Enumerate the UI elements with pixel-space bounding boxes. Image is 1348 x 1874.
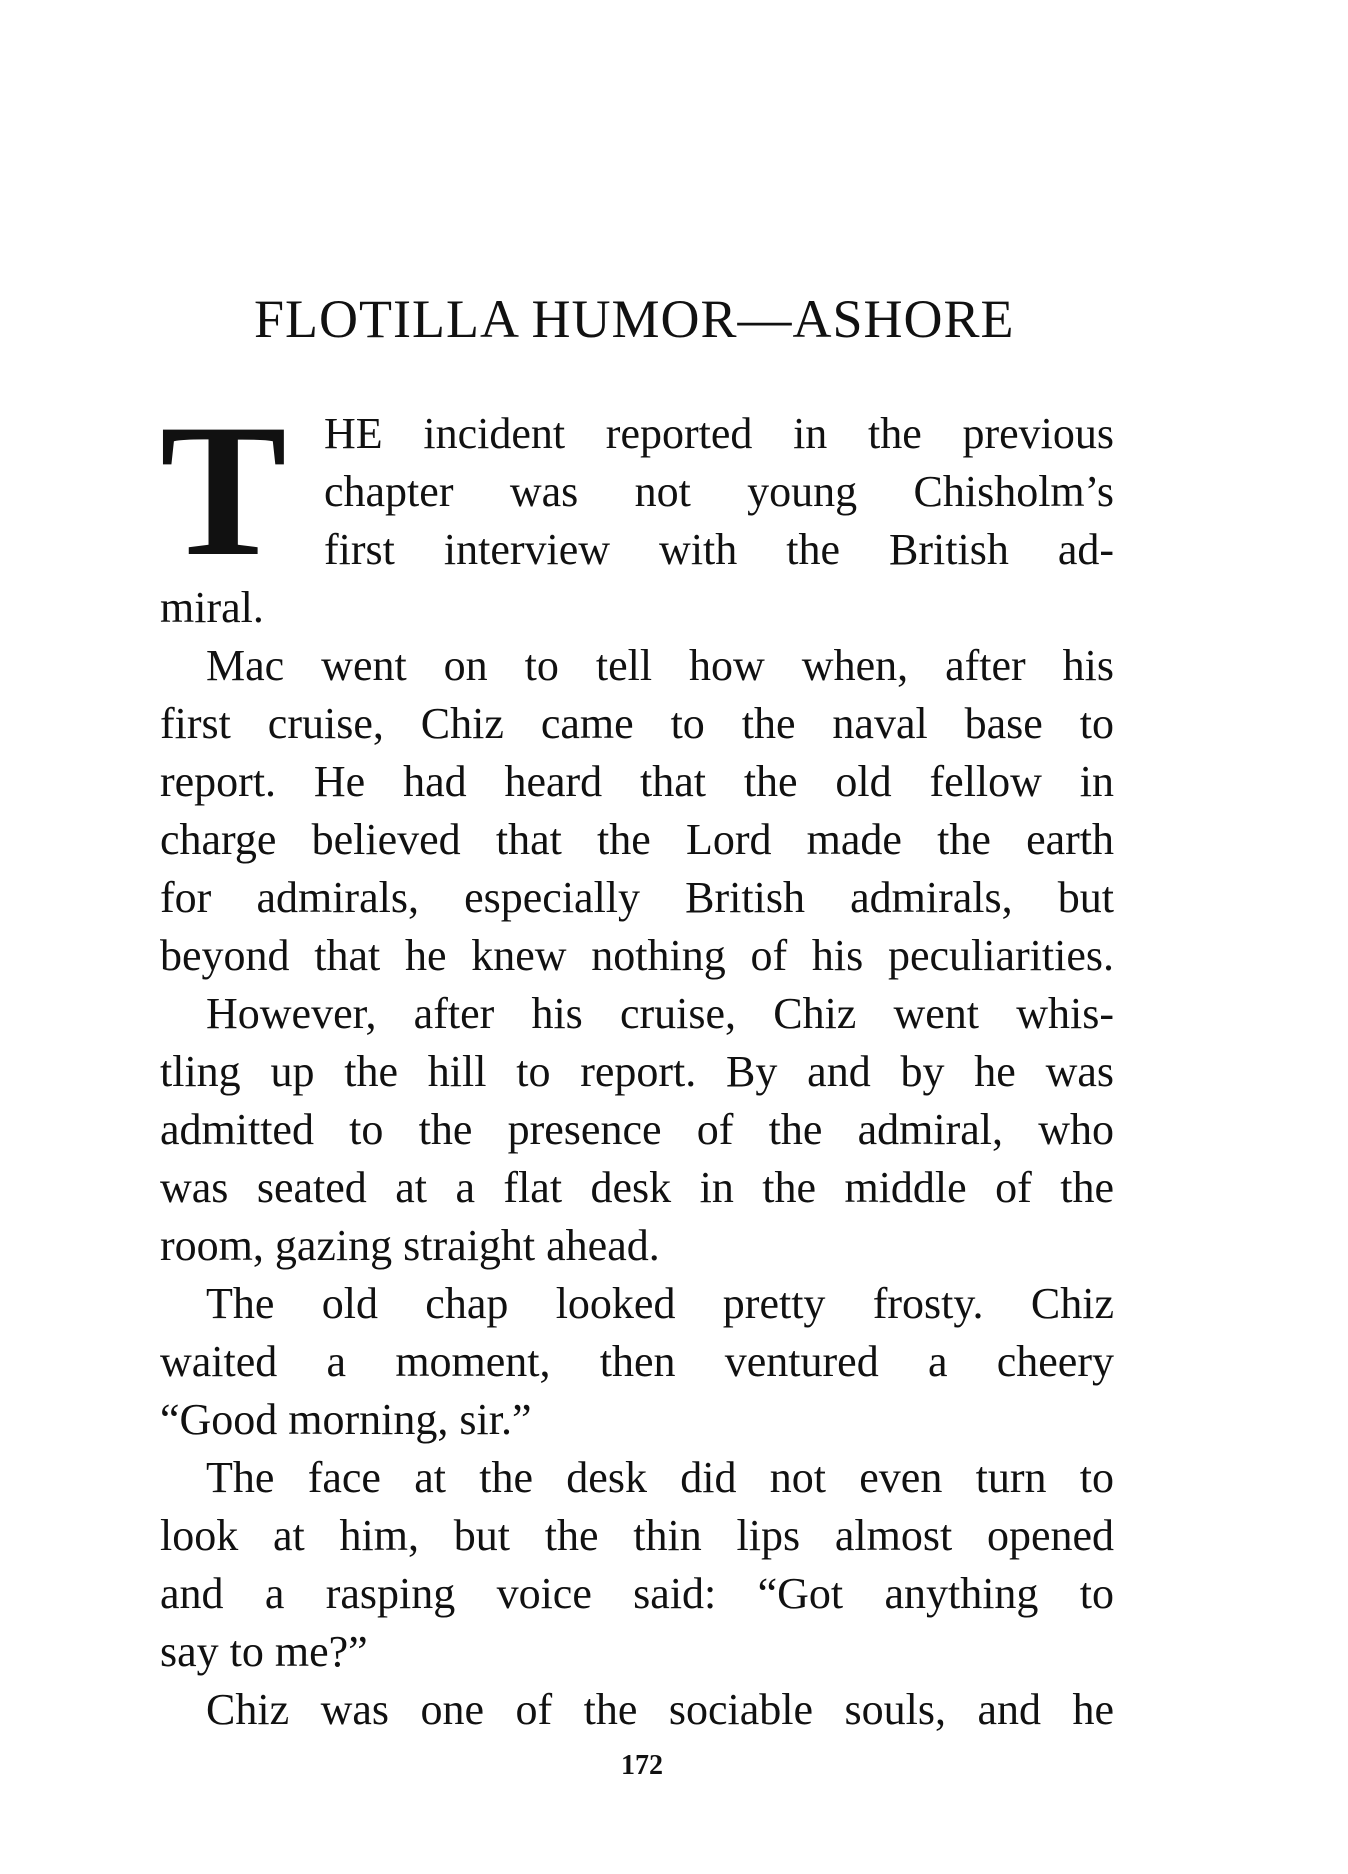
text-line: first interview with the British ad- <box>324 525 1114 574</box>
text-line: say to me?” <box>160 1627 368 1676</box>
text-line: look at him, but the thin lips almost opened <box>160 1511 1114 1560</box>
text-line: report. He had heard that the old fellow in <box>160 757 1114 806</box>
text-line: was seated at a flat desk in the middle of the <box>160 1163 1114 1212</box>
text-line: However, after his cruise, Chiz went whis- <box>206 989 1114 1038</box>
text-line: for admirals, especially British admirals, but <box>160 873 1114 922</box>
page-number: 172 <box>621 1750 663 1781</box>
text-line: chapter was not young Chisholm’s <box>324 467 1114 516</box>
text-line: Chiz was one of the sociable souls, and he <box>206 1685 1114 1734</box>
text-line: waited a moment, then ventured a cheery <box>160 1337 1114 1386</box>
text-line: beyond that he knew nothing of his peculiarities. <box>160 931 1114 980</box>
text-line: Mac went on to tell how when, after his <box>206 641 1114 690</box>
text-line: tling up the hill to report. By and by he was <box>160 1047 1114 1096</box>
text-line: room, gazing straight ahead. <box>160 1221 660 1270</box>
text-line: admitted to the presence of the admiral, who <box>160 1105 1114 1154</box>
text-line: first cruise, Chiz came to the naval base to <box>160 699 1114 748</box>
drop-cap: T <box>160 386 287 596</box>
text-line: The old chap looked pretty frosty. Chiz <box>206 1279 1114 1328</box>
text-line: miral. <box>160 583 264 632</box>
chapter-title: FLOTILLA HUMOR—ASHORE <box>254 289 1015 349</box>
text-line: “Good morning, sir.” <box>160 1395 532 1444</box>
text-line: The face at the desk did not even turn to <box>206 1453 1114 1502</box>
text-line: and a rasping voice said: “Got anything to <box>160 1569 1114 1618</box>
text-line: charge believed that the Lord made the earth <box>160 815 1114 864</box>
text-line: HE incident reported in the previous <box>324 409 1114 458</box>
